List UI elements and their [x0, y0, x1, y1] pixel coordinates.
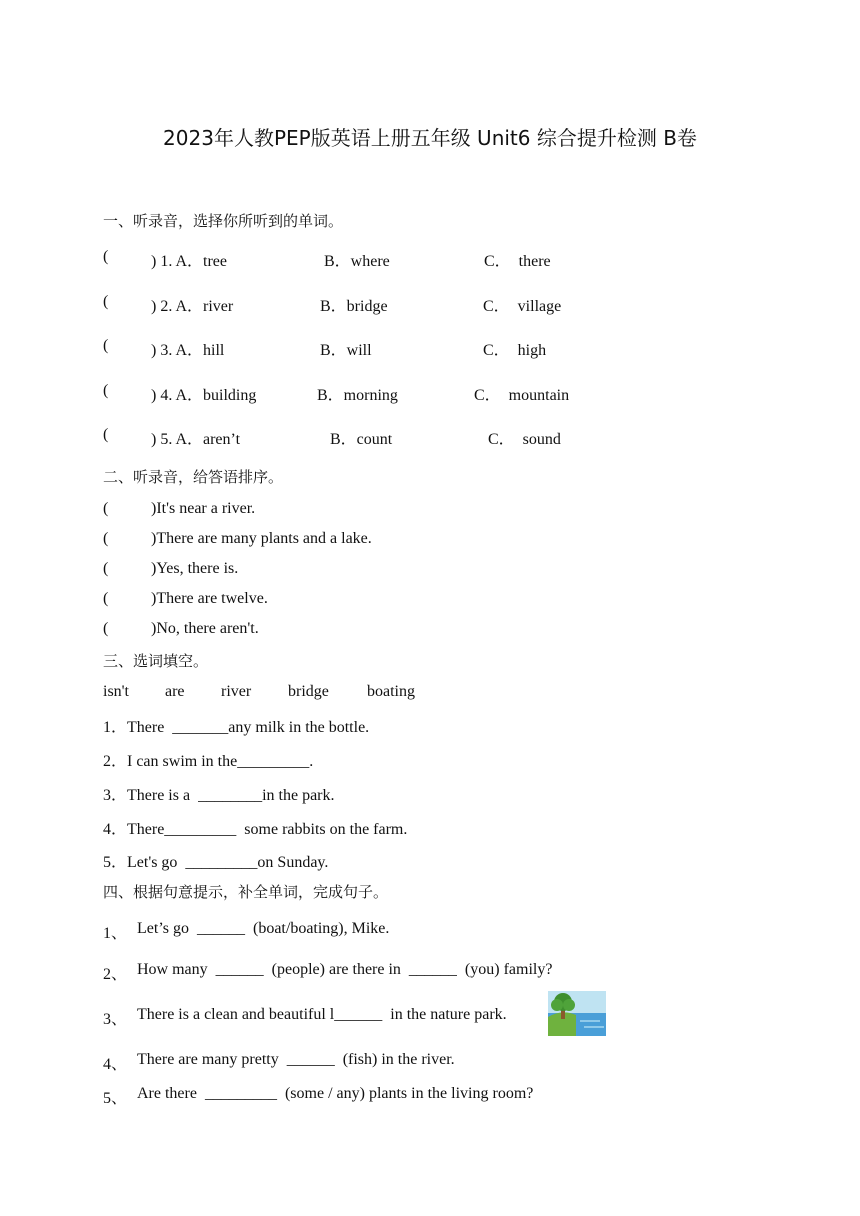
option-b: B．bridge	[320, 298, 388, 315]
fill-blank-item: 1．There _______any milk in the bottle.	[103, 719, 370, 736]
section3-heading: 三、选词填空。	[103, 652, 209, 670]
item-number: 4、	[103, 1056, 128, 1073]
answer-text: )No, there aren't.	[151, 620, 259, 637]
option-c: C． sound	[488, 431, 561, 448]
option-b: B．morning	[317, 387, 398, 404]
answer-text: )There are twelve.	[151, 590, 268, 607]
page-title: 2023年人教PEP版英语上册五年级 Unit6 综合提升检测 B卷	[163, 126, 697, 150]
item-number: 2、	[103, 966, 128, 983]
option-b: B．will	[320, 342, 372, 359]
answer-paren: (	[103, 530, 109, 547]
item-number: 3、	[103, 1011, 128, 1028]
item-number: 5、	[103, 1090, 128, 1107]
section1-heading: 一、听录音，选择你所听到的单词。	[103, 212, 344, 230]
answer-paren: (	[103, 620, 109, 637]
option-c: C． high	[483, 342, 547, 359]
answer-paren: (	[103, 337, 109, 354]
option-b: B．count	[330, 431, 393, 448]
answer-paren: (	[103, 293, 109, 310]
answer-text: )It's near a river.	[151, 500, 256, 517]
option-a: ) 3. A．hill	[151, 342, 225, 359]
option-a: ) 5. A．aren’t	[151, 431, 241, 448]
answer-paren: (	[103, 382, 109, 399]
section4-heading: 四、根据句意提示，补全单词，完成句子。	[103, 883, 389, 901]
answer-paren: (	[103, 500, 109, 517]
lake-picture	[548, 991, 606, 1036]
word-bank-word: isn't	[103, 683, 129, 700]
fill-blank-item: 4．There_________ some rabbits on the farm.	[103, 821, 408, 838]
item-text: There are many pretty ______ (fish) in the river.	[137, 1051, 455, 1068]
word-bank-word: river	[221, 683, 252, 700]
option-c: C． there	[484, 253, 551, 270]
item-text: Are there _________ (some / any) plants in the living room?	[137, 1085, 534, 1102]
item-number: 1、	[103, 925, 128, 942]
answer-paren: (	[103, 560, 109, 577]
option-c: C． village	[483, 298, 562, 315]
option-a: ) 1. A．tree	[151, 253, 227, 270]
item-text: Let’s go ______ (boat/boating), Mike.	[137, 920, 390, 937]
word-bank-word: boating	[367, 683, 415, 700]
option-a: ) 2. A．river	[151, 298, 234, 315]
word-bank-word: bridge	[288, 683, 329, 700]
option-a: ) 4. A．building	[151, 387, 257, 404]
section2-heading: 二、听录音，给答语排序。	[103, 468, 284, 486]
answer-paren: (	[103, 426, 109, 443]
item-text: How many ______ (people) are there in ______ (you) family?	[137, 961, 553, 978]
answer-text: )There are many plants and a lake.	[151, 530, 372, 547]
fill-blank-item: 3．There is a ________in the park.	[103, 787, 335, 804]
word-bank-word: are	[165, 683, 185, 700]
answer-paren: (	[103, 248, 109, 265]
fill-blank-item: 2．I can swim in the_________.	[103, 753, 314, 770]
option-c: C． mountain	[474, 387, 570, 404]
option-b: B．where	[324, 253, 390, 270]
fill-blank-item: 5．Let's go _________on Sunday.	[103, 854, 329, 871]
answer-text: )Yes, there is.	[151, 560, 239, 577]
item-text: There is a clean and beautiful l______ in the nature park.	[137, 1006, 507, 1023]
answer-paren: (	[103, 590, 109, 607]
